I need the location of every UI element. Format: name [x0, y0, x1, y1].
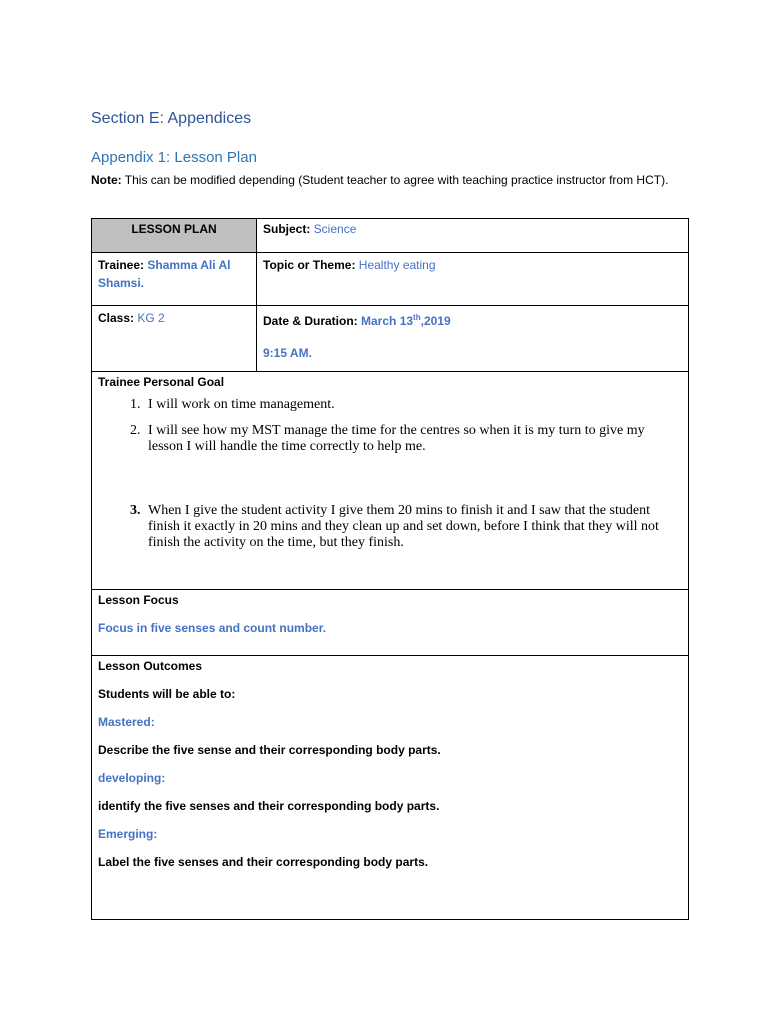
lesson-outcomes-cell	[92, 656, 689, 920]
lesson-plan-table	[91, 218, 689, 920]
list-item: 3. When I give the student activity I give them 20 mins to finish it and I saw that the student finish it exactly in 20 mins and they clean up and set down, before I think that they will not finish the activity on the time, but they finish.	[144, 503, 682, 551]
class-cell	[92, 306, 257, 372]
personal-goal-title: Trainee Personal Goal	[98, 375, 225, 389]
date-label: Date & Duration:	[263, 314, 362, 328]
level-text-mastered: Describe the five sense and their corresponding body parts.	[98, 743, 441, 757]
subject-cell	[257, 219, 689, 253]
appendix-title: Appendix 1: Lesson Plan	[91, 149, 257, 166]
list-item: 2. I will see how my MST manage the time for the centres so when it is my turn to give my lesson I will handle the time correctly to help me.	[144, 423, 682, 455]
subject-value: Science	[313, 222, 357, 236]
lesson-plan-header	[92, 219, 257, 253]
note-label: Note:	[91, 173, 122, 187]
table-row	[92, 656, 689, 920]
date-sup: th	[413, 313, 421, 322]
level-text-developing: identify the five senses and their corresponding body parts.	[98, 799, 440, 813]
trainee-cell	[92, 253, 257, 306]
level-label-developing: developing:	[98, 771, 166, 785]
lesson-outcomes-title: Lesson Outcomes	[98, 659, 203, 673]
lesson-focus-value: Focus in five senses and count number.	[98, 621, 327, 635]
table-row	[92, 372, 689, 590]
lesson-plan-header-text: LESSON PLAN	[131, 222, 217, 236]
date-cell	[257, 306, 689, 372]
list-item: 1. I will work on time management.	[144, 397, 682, 413]
goal-list	[98, 397, 682, 551]
lesson-focus-cell	[92, 590, 689, 656]
table-row	[92, 253, 689, 306]
table-row	[92, 306, 689, 372]
lesson-focus-title: Lesson Focus	[98, 593, 179, 607]
personal-goal-cell	[92, 372, 689, 590]
level-label-mastered: Mastered:	[98, 715, 155, 729]
level-label-emerging: Emerging:	[98, 827, 158, 841]
trainee-label: Trainee:	[98, 258, 148, 272]
note	[91, 171, 691, 189]
note-text: This can be modified depending (Student teacher to agree with teaching practice instructor from HCT).	[121, 173, 669, 187]
subject-label: Subject:	[263, 222, 314, 236]
class-value: KG 2	[137, 311, 165, 325]
table-row	[92, 219, 689, 253]
topic-cell	[257, 253, 689, 306]
section-title: Section E: Appendices	[91, 110, 252, 127]
date-line	[263, 309, 682, 330]
level-text-emerging: Label the five senses and their corresponding body parts.	[98, 855, 429, 869]
trainee-value: Shamma Ali Al Shamsi.	[98, 258, 231, 290]
topic-value: Healthy eating	[358, 258, 436, 272]
table-row	[92, 590, 689, 656]
outcomes-intro: Students will be able to:	[98, 687, 236, 701]
date-year: ,2019	[420, 314, 451, 328]
date-value: March 13	[361, 314, 414, 328]
time-value: 9:15 AM.	[263, 346, 312, 360]
topic-label: Topic or Theme:	[263, 258, 359, 272]
class-label: Class:	[98, 311, 138, 325]
